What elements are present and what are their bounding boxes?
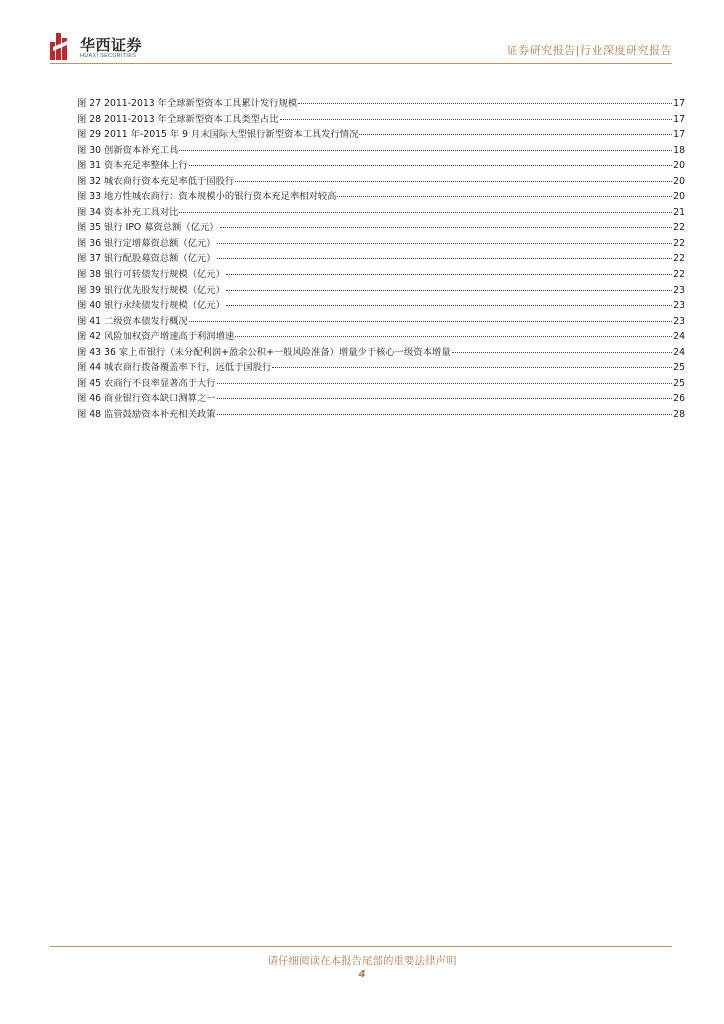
toc-entry-title: 图 33 地方性城农商行：资本规模小的银行资本充足率相对较高 <box>77 191 337 203</box>
toc-entry[interactable] <box>77 143 685 159</box>
toc-entry[interactable] <box>77 267 685 283</box>
footer-divider <box>50 946 672 947</box>
toc-entry-page: 22 <box>673 222 685 234</box>
toc-entry-title: 图 29 2011 年-2015 年 9 月末国际大型银行新型资本工具发行情况 <box>77 129 359 141</box>
toc-entry-page: 26 <box>673 393 685 405</box>
toc-entry-page: 22 <box>673 253 685 265</box>
toc-entry-title: 图 43 36 家上市银行（未分配利润+盈余公积+一般风险准备）增量少于核心一级资本增量 <box>77 346 451 358</box>
toc-entry-title: 图 32 城农商行资本充足率低于国股行 <box>77 175 235 187</box>
toc-entry[interactable] <box>77 283 685 299</box>
toc-entry-page: 25 <box>673 362 685 374</box>
toc-entry-page: 20 <box>673 175 685 187</box>
toc-entry[interactable] <box>77 391 685 407</box>
toc-entry-page: 17 <box>673 129 685 141</box>
toc-entry-title: 图 46 商业银行资本缺口测算之一 <box>77 393 216 405</box>
toc-entry-title: 图 35 银行 IPO 募资总额（亿元） <box>77 222 219 234</box>
toc-entry-page: 23 <box>673 300 685 312</box>
toc-dot-leader <box>226 305 672 306</box>
toc-entry-page: 25 <box>673 377 685 389</box>
toc-entry-title: 图 41 二级资本债发行概况 <box>77 315 188 327</box>
toc-entry-page: 17 <box>673 98 685 109</box>
toc-entry[interactable] <box>77 174 685 190</box>
toc-entry-page: 28 <box>673 408 685 420</box>
toc-entry-title: 图 48 监管鼓励资本补充相关政策 <box>77 408 216 420</box>
toc-dot-leader <box>337 196 672 197</box>
toc-dot-leader <box>226 290 672 291</box>
toc-entry[interactable] <box>77 376 685 392</box>
toc-entry[interactable] <box>77 189 685 205</box>
toc-entry-page: 23 <box>673 315 685 327</box>
toc-dot-leader <box>217 383 673 384</box>
toc-entry-title: 图 39 银行优先股发行规模（亿元） <box>77 284 225 296</box>
figure-index <box>77 96 685 422</box>
toc-dot-leader <box>179 150 672 151</box>
huaxi-logo-icon <box>50 33 70 60</box>
toc-entry-title: 图 37 银行配股募资总额（亿元） <box>77 253 216 265</box>
header-divider <box>50 63 672 64</box>
toc-entry-title: 图 42 风险加权资产增速高于利润增速 <box>77 331 235 343</box>
toc-dot-leader <box>235 181 672 182</box>
toc-entry-title: 图 34 资本补充工具对比 <box>77 206 179 218</box>
toc-entry-title: 图 28 2011-2013 年全球新型资本工具类型占比 <box>77 113 279 125</box>
toc-entry-page: 23 <box>673 284 685 296</box>
toc-dot-leader <box>359 134 672 135</box>
toc-dot-leader <box>298 103 672 104</box>
toc-entry[interactable] <box>77 205 685 221</box>
toc-dot-leader <box>226 274 672 275</box>
toc-dot-leader <box>189 165 672 166</box>
toc-entry-page: 24 <box>673 346 685 358</box>
toc-entry[interactable] <box>77 407 685 423</box>
toc-entry[interactable] <box>77 96 685 112</box>
toc-entry-title: 图 38 银行可转债发行规模（亿元） <box>77 269 225 281</box>
page-number: 4 <box>358 969 366 980</box>
toc-entry-title: 图 40 银行永续债发行规模（亿元） <box>77 300 225 312</box>
page-header <box>0 0 724 70</box>
toc-entry[interactable] <box>77 220 685 236</box>
toc-entry[interactable] <box>77 158 685 174</box>
toc-dot-leader <box>217 414 673 415</box>
toc-entry-title: 图 31 资本充足率整体上行 <box>77 160 188 172</box>
toc-entry-title: 图 30 创新资本补充工具 <box>77 144 179 156</box>
toc-dot-leader <box>217 243 673 244</box>
toc-dot-leader <box>280 119 673 120</box>
toc-entry-page: 22 <box>673 269 685 281</box>
toc-dot-leader <box>272 367 672 368</box>
toc-entry[interactable] <box>77 314 685 330</box>
toc-entry[interactable] <box>77 345 685 361</box>
toc-dot-leader <box>235 336 672 337</box>
toc-dot-leader <box>452 352 673 353</box>
toc-entry-page: 22 <box>673 237 685 249</box>
report-type: 证券研究报告|行业深度研究报告 <box>506 44 672 57</box>
toc-entry[interactable] <box>77 298 685 314</box>
toc-entry-title: 图 44 城农商行拨备覆盖率下行，远低于国股行 <box>77 362 272 374</box>
toc-entry[interactable] <box>77 236 685 252</box>
toc-dot-leader <box>220 227 673 228</box>
toc-entry-page: 18 <box>673 144 685 156</box>
toc-entry-page: 21 <box>673 206 685 218</box>
toc-entry-page: 20 <box>673 160 685 172</box>
legal-notice: 请仔细阅读在本报告尾部的重要法律声明 <box>267 955 457 967</box>
toc-entry-page: 24 <box>673 331 685 343</box>
toc-entry-page: 20 <box>673 191 685 203</box>
toc-entry[interactable] <box>77 360 685 376</box>
toc-entry-page: 17 <box>673 113 685 125</box>
toc-entry[interactable] <box>77 112 685 128</box>
toc-entry-title: 图 36 银行定增募资总额（亿元） <box>77 237 216 249</box>
toc-entry[interactable] <box>77 329 685 345</box>
toc-entry[interactable] <box>77 127 685 143</box>
toc-entry[interactable] <box>77 251 685 267</box>
toc-entry-title: 图 45 农商行不良率显著高于大行 <box>77 377 216 389</box>
toc-dot-leader <box>179 212 672 213</box>
toc-dot-leader <box>217 398 673 399</box>
toc-entry-title: 图 27 2011-2013 年全球新型资本工具累计发行规模 <box>77 98 298 109</box>
company-name-en: HUAXI SECURITIES <box>80 53 137 59</box>
toc-dot-leader <box>189 321 672 322</box>
company-name: 华西证券 <box>80 36 143 54</box>
toc-dot-leader <box>217 258 673 259</box>
